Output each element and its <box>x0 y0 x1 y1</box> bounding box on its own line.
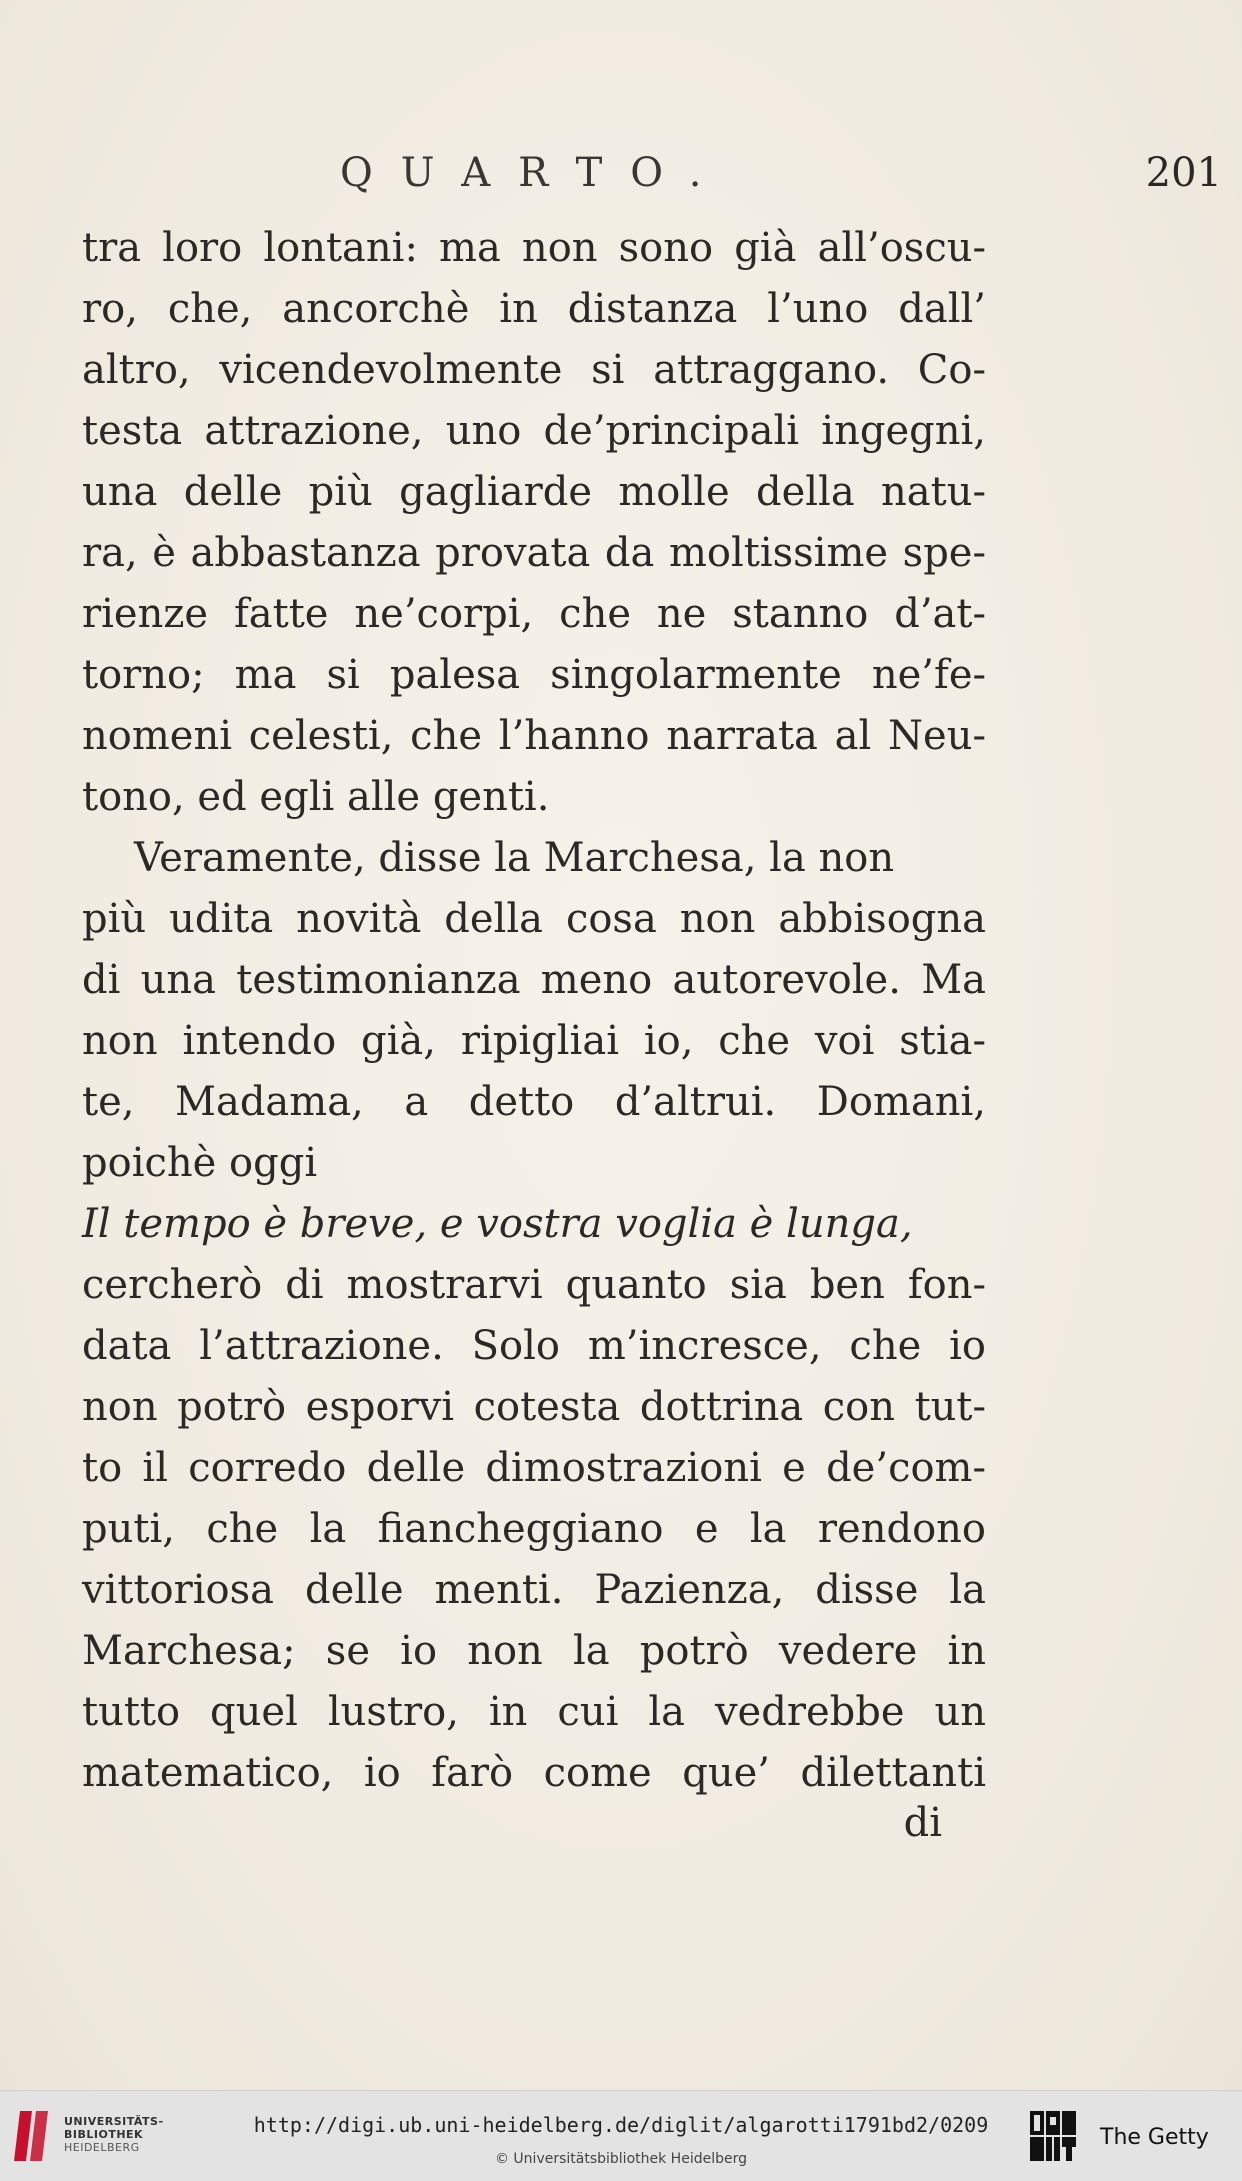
text-line: Il tempo è breve, e vostra voglia è lunga, <box>82 1201 913 1247</box>
getty-logo-icon <box>1028 2109 1080 2163</box>
text-line: tutto quel lustro, in cui la vedrebbe un <box>82 1689 986 1735</box>
library-logo-line2: BIBLIOTHEK <box>64 2128 144 2141</box>
getty-logo-label: The Getty <box>1100 2125 1209 2150</box>
text-line: poichè oggi <box>82 1140 318 1186</box>
running-head: QUARTO. <box>340 150 730 196</box>
text-line: ro, che, ancorchè in distanza l’uno dall’ <box>82 286 986 332</box>
catchword: di <box>903 1800 942 1846</box>
text-line: più udita novità della cosa non abbisogna <box>82 896 986 942</box>
library-logo-line1: UNIVERSITÄTS- <box>64 2115 164 2128</box>
text-line: tra loro lontani: ma non sono già all’oscu- <box>82 225 986 271</box>
text-line: te, Madama, a detto d’altrui. Domani, <box>82 1079 986 1125</box>
text-line: matematico, io farò come que’ dilettanti <box>82 1750 986 1796</box>
text-line: testa attrazione, uno de’principali ingegni, <box>82 408 986 454</box>
copyright-notice: © Universitätsbibliothek Heidelberg <box>494 2151 747 2167</box>
text-line: Marchesa; se io non la potrò vedere in <box>82 1628 986 1674</box>
text-line: torno; ma si palesa singolarmente ne’fe- <box>82 652 986 698</box>
viewer-footer <box>0 2090 1242 2181</box>
text-line: puti, che la fiancheggiano e la rendono <box>82 1506 986 1552</box>
text-line: to il corredo delle dimostrazioni e de’com- <box>82 1445 986 1491</box>
permalink-url[interactable]: http://digi.ub.uni-heidelberg.de/diglit/algarotti1791bd2/0209 <box>253 2113 989 2137</box>
body-text <box>82 218 986 1804</box>
page-header <box>340 150 1222 206</box>
text-line: di una testimonianza meno autorevole. Ma <box>82 957 986 1003</box>
text-line: cercherò di mostrarvi quanto sia ben fon- <box>82 1262 986 1308</box>
text-line: nomeni celesti, che l’hanno narrata al Neu- <box>82 713 986 759</box>
text-line: Veramente, disse la Marchesa, la non <box>134 835 895 881</box>
text-line: non intendo già, ripigliai io, che voi stia- <box>82 1018 986 1064</box>
text-line: non potrò esporvi cotesta dottrina con tut- <box>82 1384 986 1430</box>
text-line: tono, ed egli alle genti. <box>82 774 550 820</box>
text-line: rienze fatte ne’corpi, che ne stanno d’at- <box>82 591 986 637</box>
text-line: una delle più gagliarde molle della natu- <box>82 469 986 515</box>
text-line: ra, è abbastanza provata da moltissime spe- <box>82 530 986 576</box>
getty-logo[interactable] <box>1028 2107 1228 2167</box>
text-line: altro, vicendevolmente si attraggano. Co- <box>82 347 986 393</box>
text-line: vittoriosa delle menti. Pazienza, disse la <box>82 1567 986 1613</box>
page-number: 201 <box>1145 150 1222 196</box>
library-logo-line3: HEIDELBERG <box>64 2141 140 2154</box>
text-line: data l’attrazione. Solo m’incresce, che io <box>82 1323 986 1369</box>
